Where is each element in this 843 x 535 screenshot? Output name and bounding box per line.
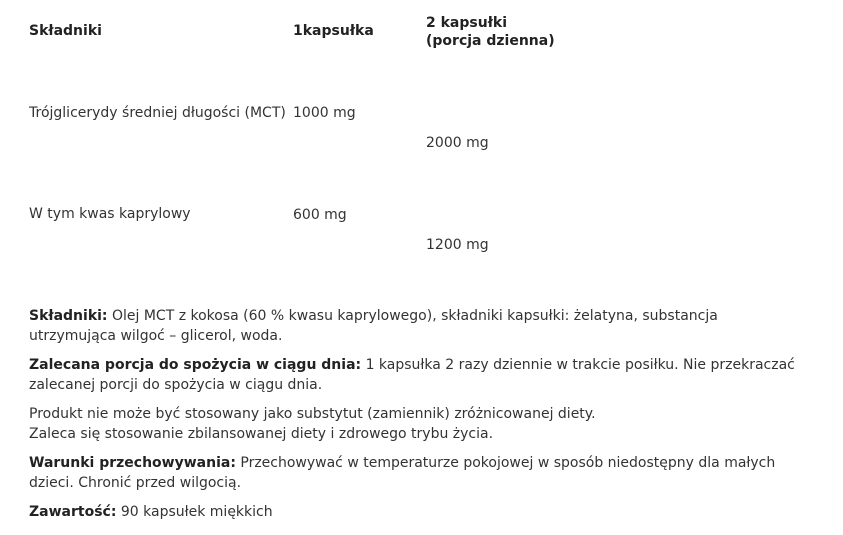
row-1-two-capsules: 2000 mg [426, 135, 489, 151]
storage-paragraph [29, 453, 809, 493]
header-two-capsules-line2: (porcja dzienna) [426, 33, 555, 49]
ingredients-paragraph [29, 306, 809, 346]
contents-label: Zawartość: [29, 504, 117, 520]
row-2-one-capsule: 600 mg [293, 207, 347, 223]
warning-paragraph [29, 404, 809, 444]
contents-text: 90 kapsułek miękkich [116, 504, 273, 520]
dose-label: Zalecana porcja do spożycia w ciągu dnia: [29, 357, 362, 373]
row-1-one-capsule: 1000 mg [293, 105, 356, 121]
storage-label: Warunki przechowywania: [29, 455, 236, 471]
ingredients-text: Olej MCT z kokosa (60 % kwasu kaprylowego), składniki kapsułki: żelatyna, substancja utrzymująca wilgoć – glicerol, woda. [29, 308, 718, 344]
row-2-name: W tym kwas kaprylowy [29, 206, 191, 222]
header-ingredients: Składniki [29, 23, 102, 39]
warning-line-2: Zaleca się stosowanie zbilansowanej diety i zdrowego trybu życia. [29, 426, 494, 442]
warning-line-1: Produkt nie może być stosowany jako substytut (zamiennik) zróżnicowanej diety. [29, 406, 596, 422]
row-2-two-capsules: 1200 mg [426, 237, 489, 253]
row-1-name: Trójglicerydy średniej długości (MCT) [29, 105, 286, 121]
contents-paragraph [29, 502, 809, 522]
header-two-capsules-line1: 2 kapsułki [426, 15, 507, 31]
header-one-capsule: 1kapsułka [293, 23, 374, 39]
header-two-capsules [426, 14, 555, 50]
dose-text: 1 kapsułka 2 razy dziennie w trakcie posiłku. Nie przekraczać zalecanej porcji do spożycia w ciągu dnia. [29, 357, 795, 393]
storage-text: Przechowywać w temperaturze pokojowej w sposób niedostępny dla małych dzieci. Chronić przed wilgocią. [29, 455, 776, 491]
dose-paragraph [29, 355, 809, 395]
ingredients-label: Składniki: [29, 308, 108, 324]
